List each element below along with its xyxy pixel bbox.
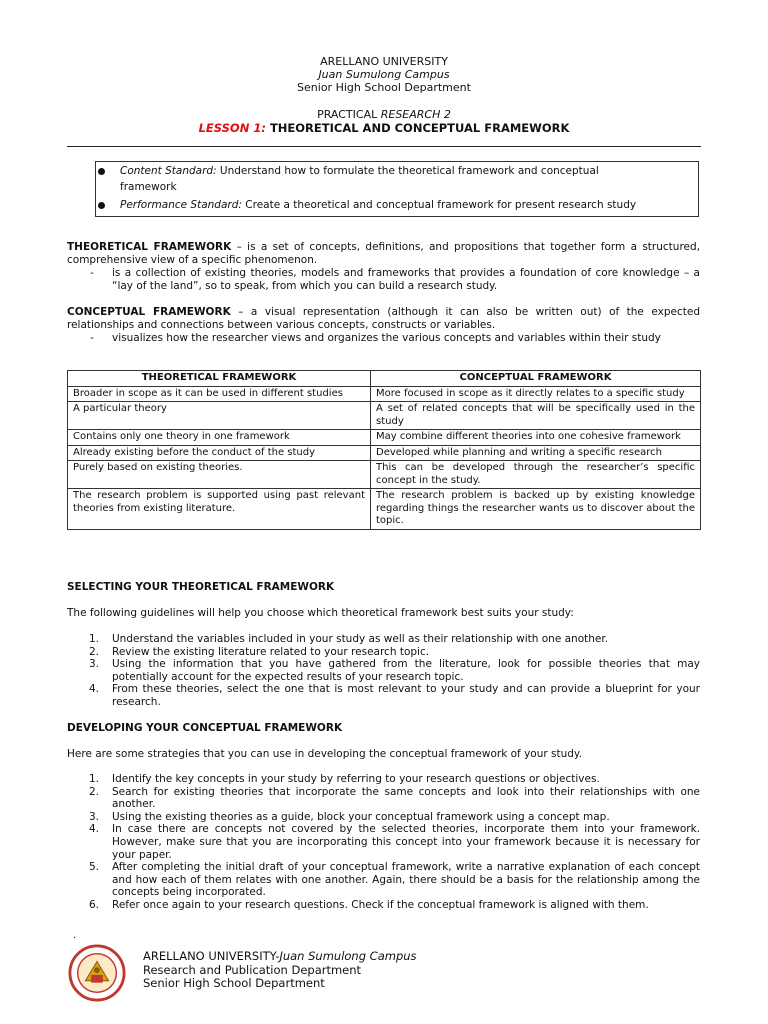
table-cell: More focused in scope as it directly relates to a specific study [371,386,701,402]
list-text: In case there are concepts not covered by the selected theories, incorporate them into your framework. However, make sure that you are incorporating this concept into your framework because it is necessary for your paper. [112,823,700,861]
table-row [68,461,701,489]
list-item [67,773,700,786]
department-name: Senior High School Department [297,81,471,94]
performance-standard-text: Create a theoretical and conceptual framework for present research study [241,199,637,211]
dash-marker: - [90,267,94,279]
list-text: After completing the initial draft of your conceptual framework, write a narrative explanation of each concept and how each of them relates with one another. Again, there should be a basis for the relationship among the concepts being incorporated. [112,861,700,899]
conceptual-term: CONCEPTUAL FRAMEWORK [67,306,231,318]
footer-line-2: Research and Publication Department [143,962,362,977]
table-row [68,402,701,430]
list-item [67,683,700,708]
university-seal-icon [68,944,126,1002]
list-text: Search for existing theories that incorporate the same concepts and look into their relationships with one another. [112,785,700,811]
table-cell: Already existing before the conduct of the study [68,445,371,461]
list-text: Using the existing theories as a guide, block your conceptual framework using a concept map. [112,810,610,823]
theoretical-definition [67,241,700,267]
developing-intro: Here are some strategies that you can use in developing the conceptual framework of your study. [67,748,582,760]
list-item [67,658,700,683]
table-cell: Broader in scope as it can be used in different studies [68,386,371,402]
table-cell: A set of related concepts that will be specifically used in the study [371,402,701,430]
course-italic: RESEARCH 2 [380,108,451,121]
header-divider [67,146,701,147]
table-cell: May combine different theories into one cohesive framework [371,430,701,446]
table-header-theoretical: THEORETICAL FRAMEWORK [68,371,371,387]
conceptual-bullet: visualizes how the researcher views and organizes the various concepts and variables within their study [112,332,661,344]
list-number: 3. [89,810,100,823]
footer-mark: . [73,930,77,941]
list-item [67,899,700,912]
table-row [68,489,701,530]
theoretical-bullet: is a collection of existing theories, models and frameworks that provides a foundation of core knowledge – a “lay of the land”, so to speak, from which you can build a research study. [112,267,700,292]
selecting-intro: The following guidelines will help you choose which theoretical framework best suits your study: [67,607,574,619]
course-title [0,108,768,121]
theoretical-definition-text: – is a set of concepts, definitions, and propositions that together form a structured, comprehensive view of a specific phenomenon. [67,241,700,266]
content-standard-text: Understand how to formulate the theoretical framework and conceptual [216,165,599,177]
list-item [67,861,700,899]
footer-university-line [143,950,417,964]
table-row [68,430,701,446]
table-cell: The research problem is supported using past relevant theories from existing literature. [68,489,371,530]
table-cell: This can be developed through the researcher’s specific concept in the study. [371,461,701,489]
developing-heading: DEVELOPING YOUR CONCEPTUAL FRAMEWORK [67,722,343,734]
selecting-list [67,633,700,709]
selecting-heading: SELECTING YOUR THEORETICAL FRAMEWORK [67,581,335,593]
footer-university: ARELLANO UNIVERSITY- [143,949,280,963]
list-item [67,633,700,646]
table-cell: Developed while planning and writing a specific research [371,445,701,461]
table-cell: Purely based on existing theories. [68,461,371,489]
list-number: 4. [89,823,100,836]
lesson-title-text: THEORETICAL AND CONCEPTUAL FRAMEWORK [265,121,570,135]
list-number: 1. [89,773,100,785]
content-standard [120,163,690,195]
list-item [67,646,700,659]
conceptual-definition [67,306,700,332]
table-cell: The research problem is backed up by existing knowledge regarding things the researcher wants us to discover about the topic. [371,489,701,530]
list-number: 2. [89,645,100,658]
footer-campus: Juan Sumulong Campus [279,949,417,963]
list-text: Refer once again to your research questions. Check if the conceptual framework is aligned with them. [112,898,649,911]
lesson-label: LESSON 1: [198,121,266,135]
list-text: Identify the key concepts in your study by referring to your research questions or objectives. [112,773,600,785]
table-cell: Contains only one theory in one framework [68,430,371,446]
bullet-dot-icon [98,168,105,175]
list-text: Using the information that you have gathered from the literature, look for possible theories that may potentially account for the expected results of your research topic. [112,658,700,683]
list-number: 1. [89,633,100,645]
list-number: 4. [89,683,100,696]
comparison-table [67,370,701,530]
performance-standard [120,197,695,213]
list-text: Review the existing literature related to your research topic. [112,645,430,658]
list-number: 6. [89,898,100,911]
developing-list [67,773,700,912]
bullet-dot-icon [98,202,105,209]
list-item [67,786,700,811]
table-header-row [68,371,701,387]
footer-line-3: Senior High School Department [143,976,325,990]
table-header-conceptual: CONCEPTUAL FRAMEWORK [371,371,701,387]
university-name: ARELLANO UNIVERSITY [320,55,448,68]
footer-text [143,950,417,991]
list-item [67,823,700,861]
lesson-title [0,121,768,135]
table-cell: A particular theory [68,402,371,430]
campus-name: Juan Sumulong Campus [318,68,450,81]
list-number: 3. [89,658,100,671]
list-text: Understand the variables included in your study as well as their relationship with one another. [112,633,609,645]
list-text: From these theories, select the one that is most relevant to your study and can provide a blueprint for your research. [112,683,700,708]
list-number: 5. [89,861,100,874]
table-row [68,445,701,461]
content-standard-label: Content Standard: [120,165,217,177]
list-number: 2. [89,785,100,798]
content-standard-text-2: framework [120,181,177,193]
table-row [68,386,701,402]
dash-marker: - [90,332,94,344]
performance-standard-label: Performance Standard: [120,199,242,211]
course-prefix: PRACTICAL [317,108,381,121]
theoretical-term: THEORETICAL FRAMEWORK [67,241,232,253]
list-item [67,811,700,824]
conceptual-definition-text: – a visual representation (although it can also be written out) of the expected relationships and connections between various concepts, constructs or variables. [67,306,700,331]
